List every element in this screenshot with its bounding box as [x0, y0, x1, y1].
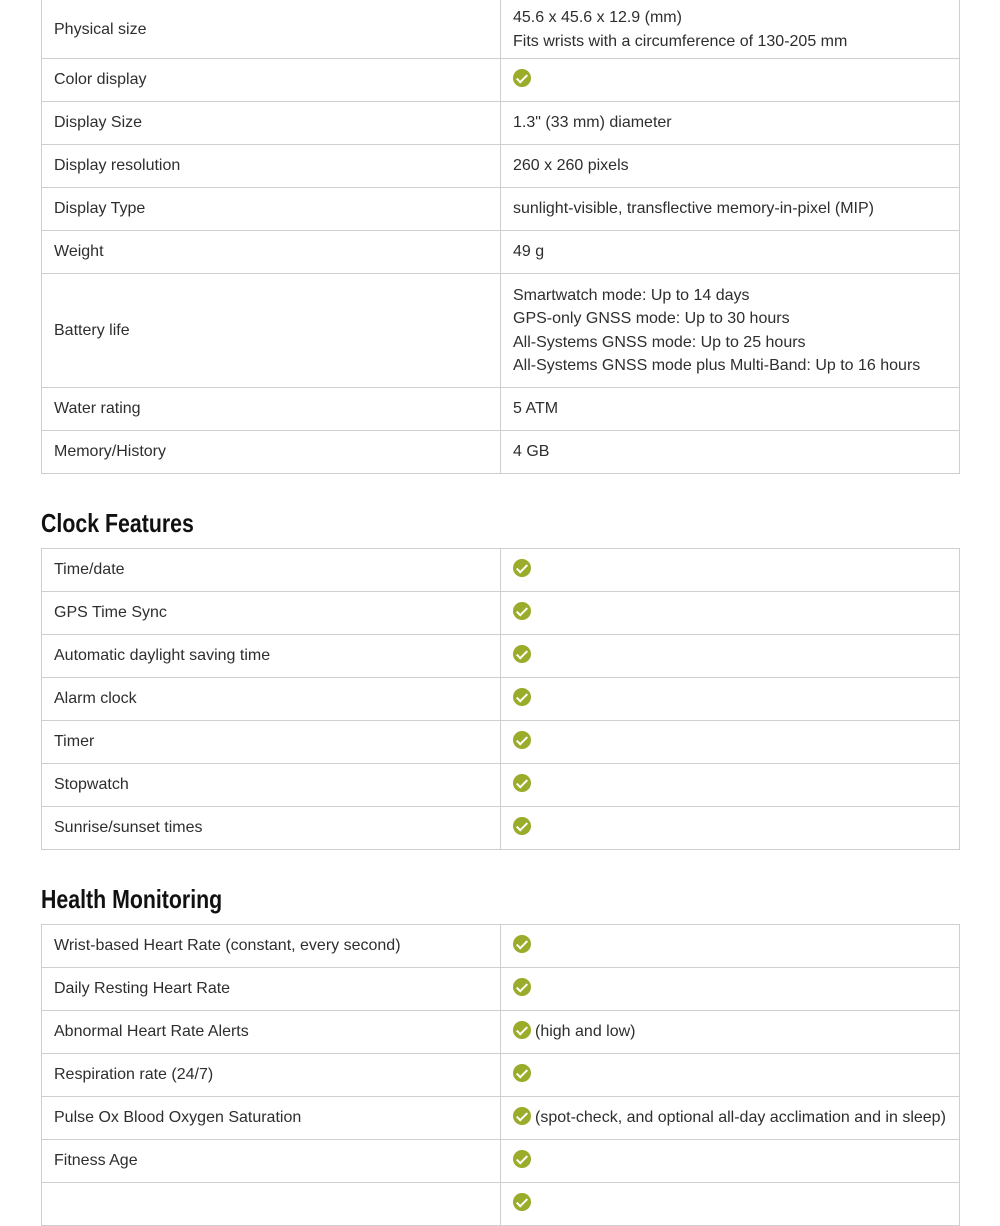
- feature-value: [501, 764, 960, 807]
- feature-label: Fitness Age: [42, 1140, 501, 1183]
- table-row: [42, 102, 960, 145]
- check-circle-icon: [513, 1150, 531, 1168]
- feature-value: [501, 1183, 960, 1226]
- check-circle-icon: [513, 731, 531, 749]
- section-heading-health-monitoring: Health Monitoring: [41, 884, 223, 914]
- spec-label: Display resolution: [42, 145, 501, 188]
- check-circle-icon: [513, 817, 531, 835]
- feature-value: [501, 592, 960, 635]
- table-row: [42, 388, 960, 431]
- feature-label: Respiration rate (24/7): [42, 1054, 501, 1097]
- feature-value: [501, 721, 960, 764]
- table-row: [42, 807, 960, 850]
- feature-label: Abnormal Heart Rate Alerts: [42, 1011, 501, 1054]
- spec-value-line: Fits wrists with a circumference of 130-205 mm: [513, 32, 848, 50]
- spec-page: [41, 0, 959, 1226]
- check-circle-icon: [513, 1193, 531, 1211]
- feature-label: Wrist-based Heart Rate (constant, every second): [42, 925, 501, 968]
- table-row: [42, 1140, 960, 1183]
- feature-value: [501, 1097, 960, 1140]
- table-row: [42, 1011, 960, 1054]
- check-circle-icon: [513, 1021, 531, 1039]
- check-circle-icon: [513, 645, 531, 663]
- table-row: [42, 231, 960, 274]
- feature-label: Automatic daylight saving time: [42, 635, 501, 678]
- spec-label: Battery life: [42, 274, 501, 388]
- feature-value: [501, 635, 960, 678]
- table-row: [42, 592, 960, 635]
- feature-label: Stopwatch: [42, 764, 501, 807]
- feature-value: [501, 807, 960, 850]
- check-circle-icon: [513, 69, 531, 87]
- feature-label: Time/date: [42, 549, 501, 592]
- spec-label: Physical size: [42, 0, 501, 59]
- feature-value: [501, 968, 960, 1011]
- feature-value: [501, 925, 960, 968]
- spec-value: [501, 59, 960, 102]
- table-row: [42, 145, 960, 188]
- table-row: [42, 1097, 960, 1140]
- table-row: [42, 678, 960, 721]
- spec-label: Display Type: [42, 188, 501, 231]
- table-row: [42, 274, 960, 388]
- spec-label: Color display: [42, 59, 501, 102]
- table-row: [42, 721, 960, 764]
- spec-value: 5 ATM: [501, 388, 960, 431]
- table-row: [42, 431, 960, 474]
- table-row: [42, 1183, 960, 1226]
- general-specs-table: [41, 0, 960, 474]
- feature-value: [501, 678, 960, 721]
- table-row: [42, 59, 960, 102]
- spec-value-line: All-Systems GNSS mode plus Multi-Band: Up to 16 hours: [513, 357, 921, 374]
- spec-label: Weight: [42, 231, 501, 274]
- feature-value: [501, 1011, 960, 1054]
- table-row: [42, 764, 960, 807]
- spec-label: Display Size: [42, 102, 501, 145]
- spec-label: Water rating: [42, 388, 501, 431]
- feature-label: Pulse Ox Blood Oxygen Saturation: [42, 1097, 501, 1140]
- spec-value: sunlight-visible, transflective memory-in-pixel (MIP): [501, 188, 960, 231]
- section-heading-clock-features: Clock Features: [41, 508, 194, 538]
- spec-value: 4 GB: [501, 431, 960, 474]
- spec-value-line: Smartwatch mode: Up to 14 days: [513, 286, 750, 304]
- feature-note: (high and low): [535, 1023, 636, 1041]
- spec-value: 260 x 260 pixels: [501, 145, 960, 188]
- feature-label: GPS Time Sync: [42, 592, 501, 635]
- spec-value-line: All-Systems GNSS mode: Up to 25 hours: [513, 333, 806, 351]
- check-circle-icon: [513, 1107, 531, 1125]
- table-row: [42, 968, 960, 1011]
- feature-note: (spot-check, and optional all-day acclimation and in sleep): [535, 1109, 946, 1127]
- spec-value-line: GPS-only GNSS mode: Up to 30 hours: [513, 310, 790, 327]
- feature-label: [42, 1183, 501, 1226]
- health-monitoring-table: [41, 924, 960, 1226]
- feature-label: Timer: [42, 721, 501, 764]
- table-row: [42, 925, 960, 968]
- feature-value: [501, 1140, 960, 1183]
- table-row: [42, 188, 960, 231]
- spec-value: 49 g: [501, 231, 960, 274]
- check-circle-icon: [513, 1064, 531, 1082]
- feature-label: Sunrise/sunset times: [42, 807, 501, 850]
- feature-label: Alarm clock: [42, 678, 501, 721]
- table-row: [42, 1054, 960, 1097]
- spec-value-line: 45.6 x 45.6 x 12.9 (mm): [513, 9, 682, 26]
- check-circle-icon: [513, 602, 531, 620]
- feature-value: [501, 1054, 960, 1097]
- check-circle-icon: [513, 978, 531, 996]
- spec-value: [501, 274, 960, 388]
- check-circle-icon: [513, 559, 531, 577]
- table-row: [42, 549, 960, 592]
- table-row: [42, 0, 960, 59]
- feature-value: [501, 549, 960, 592]
- check-circle-icon: [513, 774, 531, 792]
- table-row: [42, 635, 960, 678]
- feature-label: Daily Resting Heart Rate: [42, 968, 501, 1011]
- spec-label: Memory/History: [42, 431, 501, 474]
- check-circle-icon: [513, 688, 531, 706]
- spec-value: 1.3" (33 mm) diameter: [501, 102, 960, 145]
- clock-features-table: [41, 548, 960, 850]
- spec-value: [501, 0, 960, 59]
- check-circle-icon: [513, 935, 531, 953]
